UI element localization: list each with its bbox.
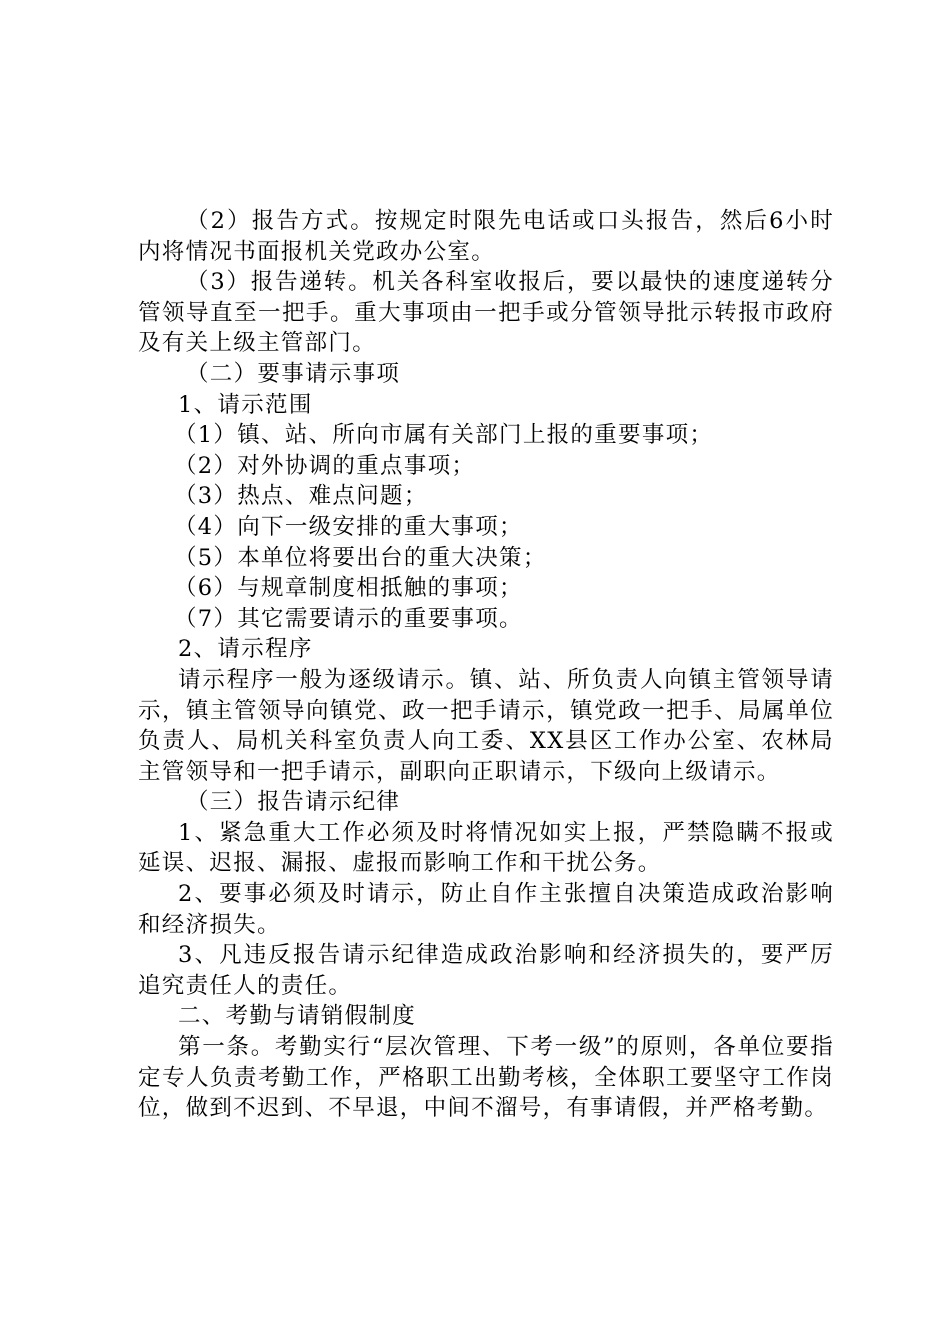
heading-request-matters: （二）要事请示事项 xyxy=(186,360,401,387)
paragraph-discipline-3: 3、凡违反报告请示纪律造成政治影响和经济损失的，要严厉追究责任人的责任。 xyxy=(138,942,834,999)
paragraph-discipline-2: 2、要事必须及时请示，防止自作主张擅自决策造成政治影响和经济损失。 xyxy=(138,881,834,938)
list-item: （4）向下一级安排的重大事项； xyxy=(174,513,523,540)
paragraph-request-procedure: 请示程序一般为逐级请示。镇、站、所负责人向镇主管领导请示，镇主管领导向镇党、政一把手请示，镇党政一把手、局属单位负责人、局机关科室负责人向工委、XX县区工作办公室、农林局主管领导和一把手请示，副职向正职请示，下级向上级请示。 xyxy=(138,666,834,785)
paragraph-discipline-1: 1、紧急重大工作必须及时将情况如实上报，严禁隐瞒不报或延误、迟报、漏报、虚报而影响工作和干扰公务。 xyxy=(138,819,834,877)
paragraph-report-method: （2）报告方式。按规定时限先电话或口头报告，然后6小时内将情况书面报机关党政办公室。 xyxy=(138,208,834,265)
paragraph-article-one: 第一条。考勤实行“层次管理、下考一级”的原则，各单位要指定专人负责考勤工作，严格职工出勤考核，全体职工要坚守工作岗位，做到不迟到、不早退，中间不溜号，有事请假，并严格考勤。 xyxy=(138,1034,834,1122)
document-body xyxy=(138,206,834,1124)
list-item: （2）对外协调的重点事项； xyxy=(174,452,476,479)
list-item: （5）本单位将要出台的重大决策； xyxy=(174,544,547,571)
list-item: （6）与规章制度相抵触的事项； xyxy=(174,575,523,602)
paragraph-report-forwarding: （3）报告递转。机关各科室收报后，要以最快的速度递转分管领导直至一把手。重大事项由一把手或分管领导批示转报市政府及有关上级主管部门。 xyxy=(138,269,834,357)
subheading-request-procedure: 2、请示程序 xyxy=(178,636,313,663)
heading-attendance: 二、考勤与请销假制度 xyxy=(178,1003,417,1030)
list-item: （3）热点、难点问题； xyxy=(174,483,428,510)
subheading-request-scope: 1、请示范围 xyxy=(178,391,313,418)
list-item: （1）镇、站、所向市属有关部门上报的重要事项； xyxy=(174,422,714,449)
heading-discipline: （三）报告请示纪律 xyxy=(186,789,401,816)
list-item: （7）其它需要请示的重要事项。 xyxy=(174,605,523,632)
